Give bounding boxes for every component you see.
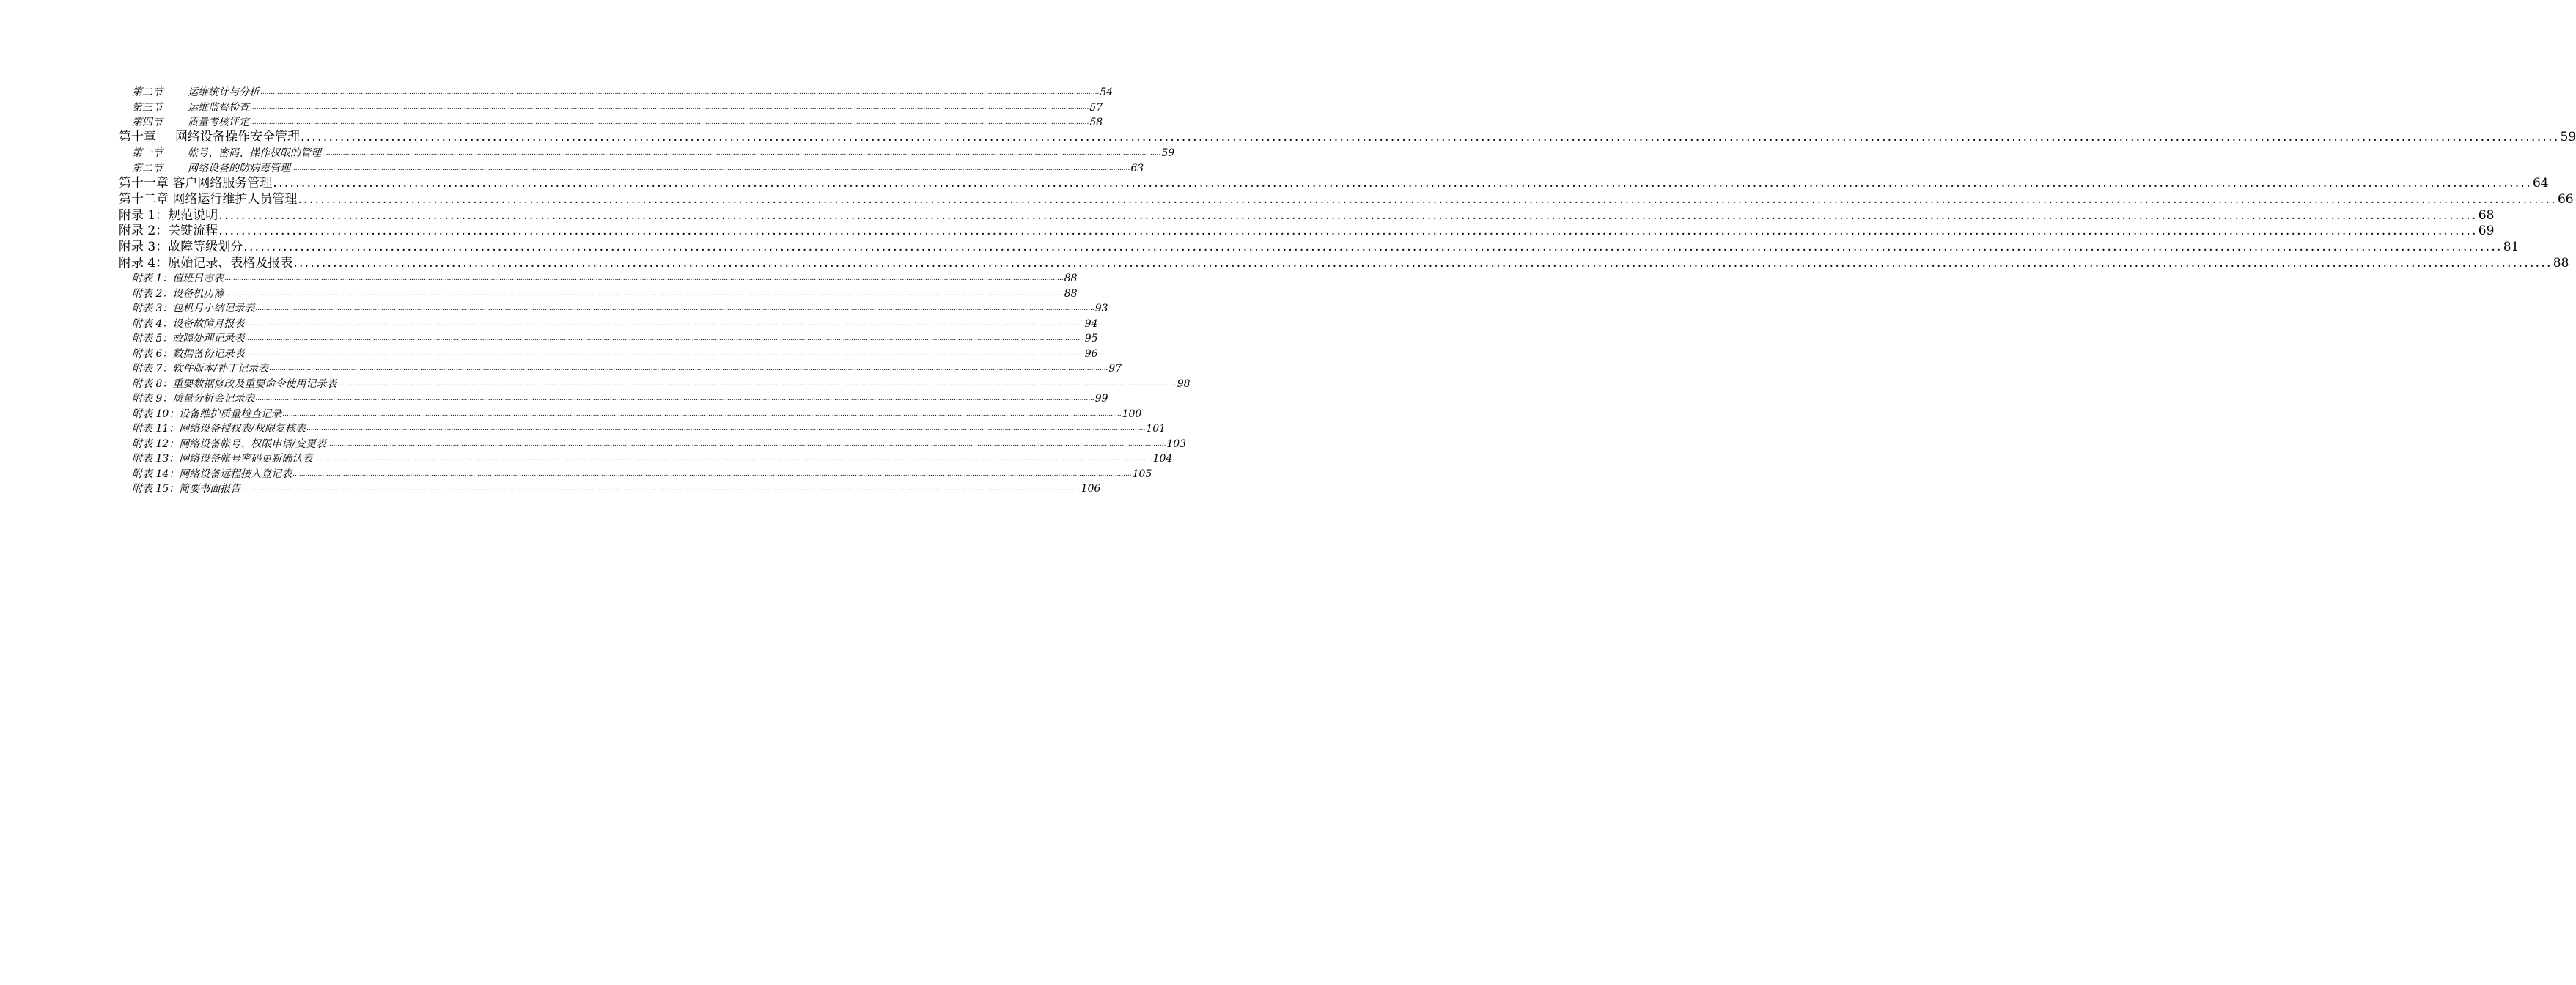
table-of-contents <box>119 85 2576 497</box>
toc-page-number: 106 <box>1081 483 1101 495</box>
toc-dot-leader: ................................................................................................................................................................................................................................................................................................................................................................................................................ <box>245 335 1084 343</box>
toc-page-number: 64 <box>2532 176 2549 191</box>
toc-page-number: 105 <box>1132 468 1152 480</box>
toc-dot-leader: ................................................................................................................................................................................................................................................................................................................................................................................................................ <box>273 176 2532 191</box>
toc-chapter-entry[interactable] <box>119 239 2520 256</box>
toc-entry-text: 附表 8：重要数据修改及重要命令使用记录表 <box>132 377 337 390</box>
toc-entry-title <box>132 467 292 482</box>
toc-section-entry[interactable] <box>119 271 1078 287</box>
toc-entry-title <box>132 437 326 452</box>
toc-section-entry[interactable] <box>119 437 1187 452</box>
toc-entry-title <box>132 361 268 377</box>
toc-entry-text: 附表 2：设备机历簿 <box>132 287 224 300</box>
toc-page-number: 81 <box>2503 239 2520 254</box>
toc-entry-title <box>132 85 260 100</box>
toc-dot-leader: ................................................................................................................................................................................................................................................................................................................................................................................................................ <box>260 89 1100 96</box>
toc-entry-prefix: 第二节 <box>132 162 163 174</box>
toc-entry-text: 运维统计与分析 <box>188 86 260 98</box>
toc-dot-leader: ................................................................................................................................................................................................................................................................................................................................................................................................................ <box>224 275 1064 283</box>
toc-entry-prefix: 第十章 <box>119 130 156 145</box>
toc-entry-title <box>119 256 292 272</box>
toc-entry-title <box>119 176 272 192</box>
toc-entry-title <box>119 130 300 146</box>
toc-entry-title <box>119 192 297 208</box>
toc-entry-text: 附录 2：关键流程 <box>119 224 218 239</box>
toc-dot-leader: ................................................................................................................................................................................................................................................................................................................................................................................................................ <box>241 485 1081 493</box>
toc-entry-title <box>132 146 321 161</box>
toc-entry-text: 附表 6：数据备份记录表 <box>132 347 245 360</box>
toc-chapter-entry[interactable] <box>119 191 2574 208</box>
toc-section-entry[interactable] <box>119 467 1152 482</box>
toc-page-number: 100 <box>1122 407 1142 420</box>
toc-dot-leader: ................................................................................................................................................................................................................................................................................................................................................................................................................ <box>282 410 1122 418</box>
toc-page-number: 93 <box>1094 303 1108 315</box>
toc-entry-text: 附表 4：设备故障月报表 <box>132 317 245 330</box>
toc-entry-text: 附表 5：故障处理记录表 <box>132 333 245 345</box>
toc-page-number: 88 <box>2553 255 2569 270</box>
toc-entry-text: 附表 11：网络设备授权表/权限复核表 <box>132 423 306 435</box>
toc-entry-text: 附表 7：软件版本/补丁记录表 <box>132 363 269 375</box>
toc-entry-title <box>119 208 218 224</box>
toc-dot-leader: ................................................................................................................................................................................................................................................................................................................................................................................................................ <box>218 224 2478 239</box>
toc-page-number: 58 <box>1089 117 1103 128</box>
toc-entry-prefix: 第三节 <box>132 101 163 114</box>
toc-dot-leader: ................................................................................................................................................................................................................................................................................................................................................................................................................ <box>243 239 2503 254</box>
toc-page-number: 103 <box>1166 438 1187 450</box>
toc-entry-text: 附表 10：设备维护质量检查记录 <box>132 407 282 420</box>
toc-section-entry[interactable] <box>119 100 1103 116</box>
toc-entry-title <box>132 421 306 437</box>
toc-section-entry[interactable] <box>119 361 1122 377</box>
toc-dot-leader: ................................................................................................................................................................................................................................................................................................................................................................................................................ <box>337 380 1177 388</box>
toc-entry-title <box>119 240 243 256</box>
toc-dot-leader: ................................................................................................................................................................................................................................................................................................................................................................................................................ <box>250 119 1089 126</box>
toc-entry-title <box>119 224 218 240</box>
toc-page-number: 69 <box>2478 224 2495 239</box>
toc-entry-text: 网络设备的防病毒管理 <box>188 162 290 174</box>
toc-dot-leader: ................................................................................................................................................................................................................................................................................................................................................................................................................ <box>245 320 1084 328</box>
toc-page-number: 101 <box>1146 423 1166 435</box>
toc-entry-title <box>132 301 254 317</box>
toc-dot-leader: ................................................................................................................................................................................................................................................................................................................................................................................................................ <box>298 191 2557 207</box>
toc-entry-text: 附表 15：简要书面报告 <box>132 483 241 495</box>
toc-entry-title <box>132 347 244 362</box>
toc-entry-title <box>132 317 244 332</box>
toc-entry-title <box>132 451 312 467</box>
toc-page-number: 68 <box>2478 207 2495 223</box>
toc-entry-text: 附表 1：值班日志表 <box>132 273 224 285</box>
toc-dot-leader: ................................................................................................................................................................................................................................................................................................................................................................................................................ <box>326 440 1166 448</box>
toc-entry-title <box>132 100 249 116</box>
toc-chapter-entry[interactable] <box>119 255 2569 272</box>
toc-dot-leader: ................................................................................................................................................................................................................................................................................................................................................................................................................ <box>313 455 1152 463</box>
toc-page-number: 66 <box>2557 191 2574 207</box>
toc-page-number: 104 <box>1152 453 1173 465</box>
toc-entry-text: 附表 14：网络设备远程接入登记表 <box>132 468 292 480</box>
toc-entry-text: 第十二章 网络运行维护人员管理 <box>119 191 298 207</box>
toc-section-entry[interactable] <box>119 115 1103 130</box>
toc-dot-leader: ................................................................................................................................................................................................................................................................................................................................................................................................................ <box>291 164 1130 172</box>
toc-section-entry[interactable] <box>119 407 1142 422</box>
toc-section-entry[interactable] <box>119 317 1098 332</box>
toc-entry-text: 帐号、密码、操作权限的管理 <box>188 147 321 160</box>
toc-section-entry[interactable] <box>119 421 1166 437</box>
toc-entry-text: 附表 3：包机月小结记录表 <box>132 303 255 315</box>
toc-dot-leader: ................................................................................................................................................................................................................................................................................................................................................................................................................ <box>250 103 1089 111</box>
toc-entry-title <box>132 407 281 422</box>
toc-section-entry[interactable] <box>119 347 1098 362</box>
toc-section-entry[interactable] <box>119 482 1101 497</box>
toc-entry-title <box>132 115 249 130</box>
toc-chapter-entry[interactable] <box>119 224 2495 240</box>
toc-section-entry[interactable] <box>119 287 1078 302</box>
toc-entry-text: 质量考核评定 <box>188 117 249 128</box>
toc-dot-leader: ................................................................................................................................................................................................................................................................................................................................................................................................................ <box>301 130 2560 145</box>
toc-chapter-entry[interactable] <box>119 130 2576 147</box>
toc-page-number: 98 <box>1177 377 1191 390</box>
toc-section-entry[interactable] <box>119 331 1098 347</box>
toc-section-entry[interactable] <box>119 146 1175 161</box>
toc-page-number: 88 <box>1064 287 1078 300</box>
toc-entry-text: 附录 1：规范说明 <box>119 207 218 223</box>
toc-entry-title <box>132 331 244 347</box>
toc-page-number: 96 <box>1084 347 1098 360</box>
toc-dot-leader: ................................................................................................................................................................................................................................................................................................................................................................................................................ <box>245 350 1084 358</box>
toc-chapter-entry[interactable] <box>119 176 2549 192</box>
toc-entry-text: 第十一章 客户网络服务管理 <box>119 176 273 191</box>
toc-dot-leader: ................................................................................................................................................................................................................................................................................................................................................................................................................ <box>255 305 1094 313</box>
toc-section-entry[interactable] <box>119 301 1108 317</box>
toc-dot-leader: ................................................................................................................................................................................................................................................................................................................................................................................................................ <box>224 289 1064 298</box>
toc-entry-text: 附表 13：网络设备帐号密码更新确认表 <box>132 453 313 465</box>
toc-entry-text: 网络设备操作安全管理 <box>175 130 300 145</box>
toc-page-number: 95 <box>1084 333 1098 345</box>
toc-entry-title <box>132 377 336 392</box>
toc-entry-text: 附录 4：原始记录、表格及报表 <box>119 255 293 270</box>
toc-section-entry[interactable] <box>119 85 1114 100</box>
toc-page-number: 94 <box>1084 317 1098 330</box>
toc-dot-leader: ................................................................................................................................................................................................................................................................................................................................................................................................................ <box>293 255 2553 270</box>
toc-dot-leader: ................................................................................................................................................................................................................................................................................................................................................................................................................ <box>292 470 1132 478</box>
toc-entry-text: 附录 3：故障等级划分 <box>119 239 243 254</box>
toc-section-entry[interactable] <box>119 161 1144 177</box>
toc-section-entry[interactable] <box>119 377 1191 392</box>
toc-entry-title <box>132 482 240 497</box>
toc-entry-text: 运维监督检查 <box>188 101 249 114</box>
toc-entry-title <box>132 287 224 302</box>
toc-entry-title <box>132 161 290 177</box>
toc-page-number: 97 <box>1108 363 1122 375</box>
toc-page-number: 57 <box>1089 101 1103 114</box>
toc-section-entry[interactable] <box>119 451 1173 467</box>
toc-entry-text: 附表 12：网络设备帐号、权限申请/变更表 <box>132 438 326 450</box>
toc-page-number: 54 <box>1100 86 1114 98</box>
toc-entry-prefix: 第一节 <box>132 147 163 160</box>
toc-entry-prefix: 第二节 <box>132 86 163 98</box>
toc-section-entry[interactable] <box>119 391 1108 407</box>
toc-entry-title <box>132 271 224 287</box>
toc-dot-leader: ................................................................................................................................................................................................................................................................................................................................................................................................................ <box>255 395 1094 403</box>
toc-page-number: 59 <box>2560 130 2576 145</box>
toc-page-number: 99 <box>1094 393 1108 405</box>
toc-page-number: 88 <box>1064 273 1078 285</box>
toc-dot-leader: ................................................................................................................................................................................................................................................................................................................................................................................................................ <box>306 425 1146 433</box>
toc-entry-title <box>132 391 254 407</box>
toc-entry-prefix: 第四节 <box>132 117 163 128</box>
toc-dot-leader: ................................................................................................................................................................................................................................................................................................................................................................................................................ <box>218 207 2478 223</box>
toc-dot-leader: ................................................................................................................................................................................................................................................................................................................................................................................................................ <box>322 150 1161 158</box>
toc-page-number: 63 <box>1130 162 1144 174</box>
toc-dot-leader: ................................................................................................................................................................................................................................................................................................................................................................................................................ <box>269 365 1108 373</box>
toc-entry-text: 附表 9：质量分析会记录表 <box>132 393 255 405</box>
toc-page-number: 59 <box>1161 147 1175 160</box>
toc-chapter-entry[interactable] <box>119 207 2495 224</box>
